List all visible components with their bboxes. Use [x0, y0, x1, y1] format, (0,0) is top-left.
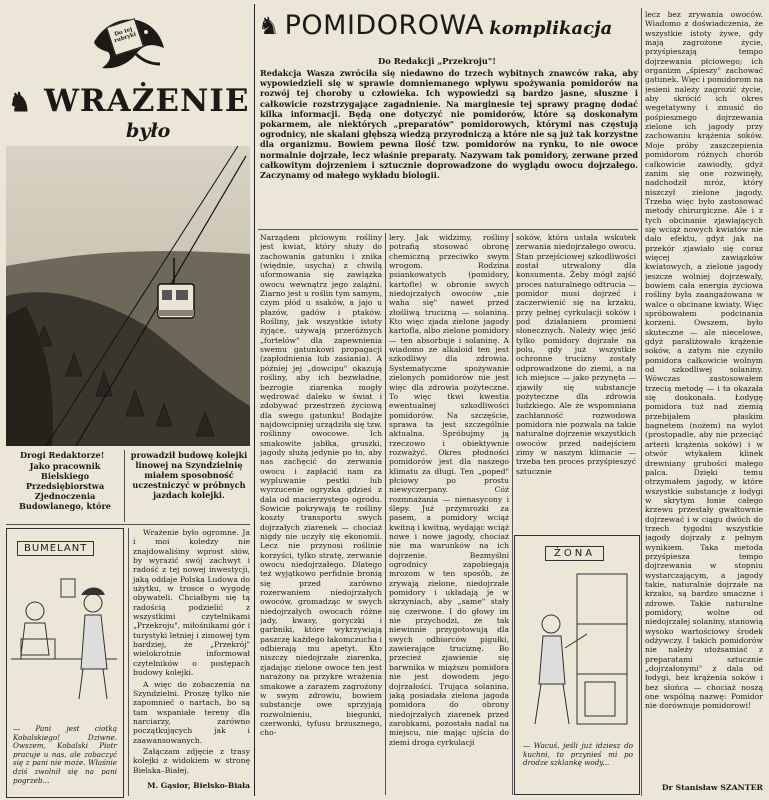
letter-body	[133, 528, 250, 790]
cartoon-zona	[514, 535, 640, 795]
bumelant-illustration-icon	[11, 559, 117, 709]
main-col-1: Narządem płciowym rośliny jest kwiat, który służy do zachowania gatunku i znika (więdnie, usycha) z chwilą uformowania się zawiązka owocu wewnątrz jego zalążni. Ziarno jest u roślin tym samym, czym płód u ssaków, a jajo u płazów, gadów i ptaków. Rośliny, jak wszystkie istoty żyjące, używają przeróżnych „fortelów" dla zapewnienia swemu gatunkowi propagacji (zapłodnienia lub zasiania). A później jej „dowcipu" okazują rośliny, aby ich bezwładne, bezrogie ziarenka mogły wędrować daleko w świat i zdobywać przestrzeń życiową dla swego gatunku! Bodajże najdowcipniej urządziła się tzw. roślinny owocowe. Ich smakowite jabłka, gruszki, jagody służą jedynie po to, aby nas zachęcić do zerwania owocu i zapłacić nam za wypluwanie pestki lub wyrzucenie ogryzka gdzieś z dala od macierzystego ogrodu. Sowicie pokrywają te rośliny koszty transportu swych dojrzałych ziarenek — chociaż nigdy nie uczyły się ekonomii. Lecz nie przynosi roślinie korzyści, tylko stratę, zerwanie owocu niedojrzałego. Dlatego też wyjątkowo perfidnie bronią się przed zarówno rozerwaniem niedojrzałych owoców, gromadząc w swych niedojrzałych owocach różne jady, kwasy, goryczki i garbniki, które wykrzywiają paszczę każdego łakomczucha i odbierają mu apetyt. Kto niszczy niedojrzałe ziarenka, zjadając zielone owoce ten jest narażony na przykre wrażenia smakowe a zarazem zagrożony w swym zdrowiu, bowiem substancje owe sprzyjają rozwolnieniu, biegunki, czerwonki, tyfusu brzusznego, cho-	[260, 233, 382, 738]
intro-text: Jako pracownik Bielskiego Przedsiębiorstwa Zjednoczenia Budowlanego, które	[18, 461, 111, 511]
main-col-2: lery. Jak widzimy, rośliny potrafią stosować obronę chemiczną przeciwko swym wrogom. Rodzina psiankowatych (pomidory, kartofle) w obronie swych niedojrzałych owoców „nie waha się" nawet przed złośliwą trucizną — solaniną. Kto więc zjada zielone jagody kartofla, albo zielone pomidory — ten absorbuje i solaninę. A wiadomo ze alkaloid ten jest szkodliwy dla zdrowia. Systematyczne spożywanie zielonych pomidorów nie jest więc dla zdrowia pożyteczne. To więc tkwi kwestia ewentualnej szkodliwości pomidorów. Na szczęście, sprawa ta jest szczególnie aktualna. Spróbujmy ją rzeczowo i obiektywnie rozważyć. Okres płodności pomidorów jest dla naszego klimatu za długi. Ten „poped" płciowy po prostu niewyczerpany. Cóż rozmnażania — nienasycony i ślepy. Już przymrozki za pasem, a pomidory wciąż kwitną i kwitną, wydając wciąż nowe i nowe jagody, chociaż nie ma warunków na ich dojrzenie. Bezmyślni ogrodnicy zapobiegają mrozom w ten sposób, że zrywają zielone, niedojrzałe pomidory i układają je w skrzyniach, aby „same" stały się czerwone. I do głowy im nie przychodzi, że tak niewinnie przygotowują dla swych odbiorców pigułki, zawierające truciznę. Bo przecież zjawienie się barwnika w miąższu pomidora nie jest dowodem jego dojrzałości. Trująca solanina, jaką posiadała zielona jagoda pomidora do obrony niedojrzałych ziarenek przed zarobkami, pozostała nadal na miejscu, nie mając ujścia do ziemi droga cyrkulacji	[389, 233, 509, 747]
main-col-3: soków, która ustała wskutek zerwania niedojrzałego owocu. Stan przejściowej szkodliwości został utrwalony dla konsumenta. Żeby mógł zajść proces naturalnego odtrucia — pomidor musi dojrzeć i zaczerwienić się na krzaku, przy pełnej cyrkulacji soków i pod działaniem promieni słonecznych. Należy więc jeść tylko pomidory dojrzałe na polu, gdy już wszystkie ochronne trucizny zostały odprowadzone do ziemi, a na ich miejsce — jako przynęta — zjawiły się substancje pożyteczne dla zdrowia ludzkiego. Ale że wspomniana zachłanność rozwodowa pomidora nie pozwala na takie naturalne dojrzenie wszystkich owoców przed nadejściem zimy w naszym klimacie — trzeba ten proces przyśpieszyć sztucznie	[516, 233, 636, 476]
rubric-badge: Do tej rubryki	[106, 18, 144, 56]
left-article	[6, 6, 250, 796]
to-editor: Do Redakcji „Przekroju"!	[378, 56, 496, 66]
article-subtitle: było	[126, 120, 171, 142]
cartoon-caption-2: — Wacuś, jeśli już idziesz do kuchni, to przynieś mi po drodze szklankę wody...	[523, 741, 633, 768]
main-col-4: lecz bez zrywania owoców. Wiadomo z doświadczenia, że wszystkie istoty żywe, gdy mają zagrożone życie, przyśpieszają tempo dojrzewania płciowego; ich organizm „śpieszy" zachować gatunek. Więc i pomidorom na jesieni należy zagrozić życie, aby skrócić ich okres wegetatywny i zmusić do pośpiesznego dojrzewania zielone ich jagody przy zachowaniu krążenia soków. Moje próby zaszczepienia pomidorom różnych chorób całkowicie zawiodły, gdyż zanim się one rozwinęły, nadchodził mróz, który niszczył zielone jagody. Trzeba więc było zastosować metody chirurgiczne. Ale i z tych obcinanie zjawiających się wciąż nowych kwiatów nie dało efektu, gdyż jak na przekór zjawiało się coraz więcej zawiązków kwiatowych, a zielone jagody jeszcze wolniej dojrzewały, bowiem cała energia życiowa rośliny była zaangażowana w walce o obcinane kwiaty. Więc spróbowałem podcinania korzeni. Owszem, było skuteczne — ale niecelowe, gdyż paraliżowało krążenie soków, a zatym nie czyniło pomidora całkowicie wolnym od szkodliwej solaniny. Wówczas zastosowałem trzecią metodę — i ta okazała się doskonała. Łodygę pomidora tuż nad ziemią przebijałem płaskim bagnetem (nożem) na wylot (prostopadle, aby nie przeciąć arterii krążenia soków) i w otwór wtykałem klinek drewniany grubości małego palca. Dzięki temu otrzymałem jagody, w które wszystkie substancje z łodygi w skrytym łonie całego krzewu przestały gwałtownie dojrzewać i w ciągu dwóch do trzech tygodni wszystkie jagody dojrzały z pełnym wynikiem. Taka metoda przyśpiesza tempo dojrzewania w stopniu wystarczającym, a jagody takie, naturalnie dojrzałe na krzaku, są bardzo smaczne i zdrowe. Takie naturalne pomidory, wolne od niedojrzałej solaniny, stanowią wysoko wartościowy środek odżywczy. I takich pomidorów nie należy utożsamiać z preparatami sztucznie „dojrzałonymi" z dala od łodygi, bez krążenia soków i bez słońca — chociaż noszą one wspólną nazwę: Pomidor nie dorównuje pomidorowi!	[645, 10, 763, 711]
article-title: ♞ WRAŻENIE	[8, 83, 250, 119]
cartoon-caption: — Pani jest ciotką Kobalskiego! Dziwne. Owszem, Kobalski Piotr pracuje u nas, ale zobaczyć się z pani nie może. Właśnie dziś zwolnił się na pani pogrzeb...	[13, 724, 117, 785]
knight-icon: ♞	[8, 88, 33, 118]
cartoon-label: BUMELANT	[17, 541, 94, 556]
letter-paragraph-1: Wrażenie było ogromne. Ja i moi koledzy nie znajdowaliśmy wprost słów, by wyrazić swój zachwyt i radość z tej nowej inwestycji, jaką oddaje Polska Ludowa do użytku, w trosce o wygodę obywateli. Chciałbym się tą radością podzielić z wszystkimi czytelnikami „Przekroju", miłośnikami gór i turystyki letniej i zimowej tym bardziej, że „Przekrój" wielokrotnie informował czytelników o postępach budowy kolejki.	[133, 528, 250, 678]
cartoon-label-2: ŻONA	[545, 546, 604, 561]
main-title: ♞ POMIDOROWA komplikacja	[258, 10, 613, 41]
cable-car-photo	[6, 146, 250, 446]
cartoon-bumelant	[6, 528, 124, 798]
zona-illustration-icon	[521, 564, 633, 734]
intro-text-2: prowadził budowę kolejki linowej na Szyndzielnię miałem sposobność uczestniczyć w próbnych jazdach kolejki.	[130, 450, 248, 500]
knight-icon-2: ♞	[258, 12, 280, 40]
letter-paragraph-3: Załączam zdjęcie z trasy kolejki z widokiem w stronę Bielska–Białej.	[133, 746, 250, 775]
salutation: Drogi Redaktorze!	[20, 450, 105, 460]
letter-signature: M. Gąsior, Bielsko-Biała	[147, 780, 250, 790]
article-signature: Dr Stanisław SZANTER	[661, 783, 763, 792]
letter-paragraph-2: A więc do zobaczenia na Szyndzielni. Proszę tylko nie zapomnieć o nartach, bo są tam wspaniałe tereny dla narciarzy, zarówno początkujących jak i zaawansowanych.	[133, 679, 250, 745]
main-lead: Redakcja Wasza zwróciła się niedawno do trzech wybitnych znawców raka, aby wypowiedzieli się w sprawie domniemanego wpływu spożywania pomidorów na rozwój tej choroby u człowieka. Ich wypowiedzi są bardzo jasne, słuszne i całkowicie rozstrzygające zagadnienie. Na marginesie tej sprawy pragnę dodać kilka informacji. Będą one dotyczyć nie pomidorów, które są doskonałym pokarmem, ale niektórych „preparatów" pomidorowych, którymi nas częstują ogrodnicy, nie skalani głębszą wiedzą przyrodniczą a które nie są już tak korzystne dla organizmu. Bowiem pewna ilość tzw. pomidorów na rynku, to nie owoce normalnie dojrzałe, lecz właśnie preparaty. Nazywam tak pomidory, zerwane przed całkowitym dojrzeniem i sztucznie doprowadzone do wyglądu owocu dojrzałego. Zaczynamy od małego wykładu biologii.	[260, 68, 638, 181]
main-article	[258, 4, 765, 796]
